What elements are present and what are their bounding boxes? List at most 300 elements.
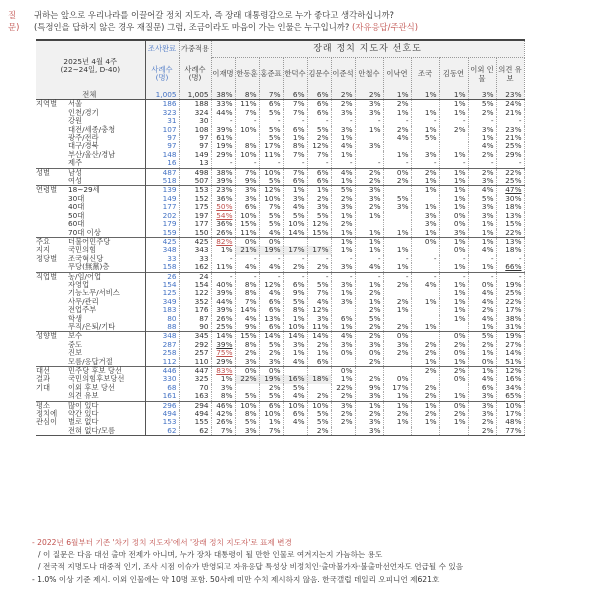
- survey-complete-header: 조사완료: [145, 40, 179, 58]
- value-cell: -: [307, 159, 331, 168]
- value-cell: 3%: [468, 91, 496, 100]
- value-cell: -: [307, 117, 331, 125]
- row-group: 기대: [36, 382, 51, 392]
- value-cell: -: [468, 255, 496, 263]
- value-cell: 10%: [283, 220, 307, 228]
- value-cell: 2%: [355, 358, 383, 367]
- weighted-cases: 1,005: [179, 91, 211, 100]
- value-cell: 0%: [383, 375, 411, 383]
- weighted-cases: 494: [179, 410, 211, 418]
- value-cell: 5%: [468, 195, 496, 203]
- value-cell: 2%: [307, 195, 331, 203]
- value-cell: 1%: [439, 109, 468, 117]
- value-cell: 2%: [331, 418, 355, 426]
- survey-cases: 125: [145, 289, 179, 297]
- value-cell: 1%: [355, 246, 383, 254]
- value-cell: 12%: [307, 142, 331, 150]
- value-cell: 4%: [259, 263, 283, 272]
- value-cell: 2%: [235, 349, 259, 357]
- value-cell: 1%: [331, 323, 355, 332]
- value-cell: 1%: [439, 168, 468, 177]
- value-cell: 2%: [355, 168, 383, 177]
- value-cell: 1%: [383, 246, 411, 254]
- value-cell: 2%: [307, 263, 331, 272]
- row-label: 자영업: [68, 281, 145, 289]
- value-cell: 4%: [331, 332, 355, 341]
- value-cell: 1%: [439, 298, 468, 306]
- value-cell: 2%: [383, 100, 411, 109]
- value-cell: 1%: [468, 323, 496, 332]
- value-cell: 40%: [211, 281, 235, 289]
- row-label: 전체: [36, 91, 145, 100]
- value-cell: 2%: [307, 427, 331, 436]
- value-cell: 3%: [283, 195, 307, 203]
- value-cell: 6%: [331, 315, 355, 323]
- survey-cases: 88: [145, 323, 179, 332]
- value-cell: 1%: [439, 418, 468, 426]
- value-cell: 24%: [496, 100, 524, 109]
- value-cell: 7%: [259, 427, 283, 436]
- value-cell: 51%: [496, 358, 524, 367]
- value-cell: 1%: [411, 126, 439, 134]
- value-cell: 2%: [355, 375, 383, 383]
- value-cell: 19%: [496, 332, 524, 341]
- value-cell: 10%: [283, 401, 307, 410]
- value-cell: 0%: [259, 367, 283, 376]
- value-cell: 4%: [331, 142, 355, 150]
- value-cell: 0%: [355, 349, 383, 357]
- value-cell: -: [355, 117, 383, 125]
- value-cell: 11%: [259, 151, 283, 159]
- value-cell: -: [211, 272, 235, 281]
- value-cell: 1%: [307, 186, 331, 195]
- row-label: 60대: [68, 220, 145, 228]
- survey-cases: 107: [145, 126, 179, 134]
- value-cell: 3%: [411, 151, 439, 159]
- value-cell: 8%: [235, 91, 259, 100]
- value-cell: 22%: [496, 229, 524, 238]
- value-cell: [411, 427, 439, 436]
- value-cell: 3%: [331, 341, 355, 349]
- weighted-cases: 150: [179, 229, 211, 238]
- row-label: 전업주부: [68, 306, 145, 314]
- value-cell: 9%: [355, 384, 383, 392]
- value-cell: 4%: [259, 229, 283, 238]
- value-cell: 2%: [468, 427, 496, 436]
- row-group: [36, 298, 68, 306]
- value-cell: 14%: [283, 332, 307, 341]
- value-cell: 4%: [383, 134, 411, 142]
- value-cell: 54%: [211, 212, 235, 220]
- value-cell: 5%: [259, 392, 283, 401]
- value-cell: 4%: [468, 246, 496, 254]
- value-cell: 2%: [355, 203, 383, 211]
- value-cell: 8%: [211, 392, 235, 401]
- weighted-cases: 97: [179, 142, 211, 150]
- weighted-cases: 13: [179, 159, 211, 168]
- value-cell: 2%: [411, 410, 439, 418]
- value-cell: 3%: [331, 126, 355, 134]
- value-cell: 1%: [411, 323, 439, 332]
- candidate-header: 한덕수: [283, 58, 307, 92]
- candidate-header: 조국: [411, 58, 439, 92]
- value-cell: 3%: [355, 109, 383, 117]
- value-cell: 9%: [235, 323, 259, 332]
- value-cell: 12%: [496, 367, 524, 376]
- table-row: [36, 392, 524, 401]
- value-cell: 4%: [468, 289, 496, 297]
- weighted-cases: 292: [179, 341, 211, 349]
- table-body: [36, 91, 524, 436]
- value-cell: 5%: [411, 134, 439, 142]
- value-cell: 7%: [259, 203, 283, 211]
- value-cell: 29%: [211, 358, 235, 367]
- value-cell: -: [383, 272, 411, 281]
- value-cell: 1%: [468, 237, 496, 246]
- value-cell: 10%: [307, 401, 331, 410]
- value-cell: 1%: [439, 151, 468, 159]
- value-cell: 5%: [283, 212, 307, 220]
- value-cell: 1%: [411, 229, 439, 238]
- value-cell: 4%: [355, 263, 383, 272]
- value-cell: 6%: [307, 358, 331, 367]
- value-cell: 1%: [411, 358, 439, 367]
- value-cell: 4%: [411, 281, 439, 289]
- row-label: 여성: [68, 177, 145, 186]
- value-cell: 22%: [235, 375, 259, 383]
- row-group: [36, 134, 68, 142]
- value-cell: 0%: [439, 332, 468, 341]
- value-cell: 2%: [355, 332, 383, 341]
- value-cell: 5%: [259, 134, 283, 142]
- candidate-header: 홍준표: [259, 58, 283, 92]
- value-cell: 29%: [496, 151, 524, 159]
- value-cell: 7%: [283, 100, 307, 109]
- weighted-cases: 257: [179, 349, 211, 357]
- value-cell: 1%: [439, 306, 468, 314]
- value-cell: -: [411, 117, 439, 125]
- value-cell: 6%: [283, 410, 307, 418]
- survey-cases: 16: [145, 159, 179, 168]
- value-cell: 5%: [307, 212, 331, 220]
- value-cell: 1%: [439, 203, 468, 211]
- value-cell: 6%: [283, 281, 307, 289]
- value-cell: 3%: [468, 177, 496, 186]
- row-group: 성향별: [36, 332, 68, 341]
- value-cell: 3%: [307, 203, 331, 211]
- value-cell: -: [259, 159, 283, 168]
- value-cell: 0%: [439, 212, 468, 220]
- row-label: 무당(無黨)층: [68, 263, 145, 272]
- survey-cases: 26: [145, 272, 179, 281]
- value-cell: 7%: [235, 298, 259, 306]
- survey-cases: 258: [145, 349, 179, 357]
- value-cell: 2%: [307, 341, 331, 349]
- value-cell: 5%: [283, 298, 307, 306]
- value-cell: 39%: [211, 289, 235, 297]
- survey-cases: 112: [145, 358, 179, 367]
- weighted-cases: 155: [179, 418, 211, 426]
- value-cell: 1%: [439, 392, 468, 401]
- value-cell: -: [211, 117, 235, 125]
- value-cell: 36%: [211, 195, 235, 203]
- value-cell: 23%: [211, 186, 235, 195]
- weighted-cases: 122: [179, 289, 211, 297]
- survey-cases: 518: [145, 177, 179, 186]
- row-label: 농/임/어업: [68, 272, 145, 281]
- value-cell: 2%: [355, 323, 383, 332]
- value-cell: 3%: [383, 203, 411, 211]
- table-row: [36, 159, 524, 168]
- row-group: 정당별: [36, 253, 58, 263]
- row-group: 대선: [36, 367, 68, 376]
- weighted-cases: 153: [179, 186, 211, 195]
- value-cell: 2%: [259, 384, 283, 392]
- value-cell: 13%: [496, 212, 524, 220]
- value-cell: 18%: [496, 246, 524, 254]
- row-group: 지지: [36, 245, 51, 255]
- value-cell: 2%: [307, 134, 331, 142]
- value-cell: 3%: [283, 341, 307, 349]
- value-cell: -: [283, 159, 307, 168]
- row-label: 인천/경기: [68, 109, 145, 117]
- value-cell: -: [211, 159, 235, 168]
- value-cell: 26%: [211, 315, 235, 323]
- value-cell: 2%: [439, 367, 468, 376]
- value-cell: 2%: [468, 341, 496, 349]
- value-cell: 3%: [468, 203, 496, 211]
- survey-cases: 348: [145, 246, 179, 254]
- row-label: 이외 후보 당선: [68, 384, 145, 392]
- value-cell: 2%: [383, 298, 411, 306]
- weighted-cases: 97: [179, 134, 211, 142]
- row-label: 보수: [68, 332, 145, 341]
- value-cell: -: [439, 255, 468, 263]
- value-cell: -: [259, 255, 283, 263]
- value-cell: 0%: [331, 349, 355, 357]
- value-cell: 2%: [383, 410, 411, 418]
- value-cell: 2%: [468, 168, 496, 177]
- value-cell: 4%: [468, 298, 496, 306]
- value-cell: 1%: [331, 177, 355, 186]
- question-line-2-text: (특정인을 답하지 않은 경우 재질문) 그럼, 조금이라도 마음이 가는 인물은 누구입니까?: [34, 22, 350, 32]
- survey-cases: 296: [145, 401, 179, 410]
- row-label: 18~29세: [68, 186, 145, 195]
- value-cell: 2%: [283, 263, 307, 272]
- value-cell: 6%: [283, 91, 307, 100]
- value-cell: 12%: [259, 281, 283, 289]
- value-cell: -: [439, 159, 468, 168]
- survey-cases: 153: [145, 418, 179, 426]
- value-cell: 1%: [411, 203, 439, 211]
- row-group: [36, 289, 68, 297]
- value-cell: 42%: [211, 410, 235, 418]
- value-cell: 1%: [439, 281, 468, 289]
- value-cell: 3%: [307, 315, 331, 323]
- value-cell: 2%: [355, 289, 383, 297]
- value-cell: 26%: [211, 418, 235, 426]
- value-cell: 1%: [283, 315, 307, 323]
- table-row: [36, 263, 524, 272]
- survey-cases: 139: [145, 186, 179, 195]
- value-cell: 44%: [211, 298, 235, 306]
- value-cell: 1%: [468, 220, 496, 228]
- value-cell: 39%: [211, 306, 235, 314]
- leader-preference-table: [36, 39, 525, 436]
- value-cell: 21%: [496, 109, 524, 117]
- weighted-cases: 24: [179, 272, 211, 281]
- weighted-cases: 498: [179, 168, 211, 177]
- row-label: 전혀 없다/모름: [68, 427, 145, 436]
- value-cell: -: [235, 255, 259, 263]
- row-group: [36, 212, 68, 220]
- value-cell: 2%: [355, 410, 383, 418]
- value-cell: 1%: [355, 281, 383, 289]
- weighted-cases: 110: [179, 358, 211, 367]
- value-cell: 0%: [439, 349, 468, 357]
- candidate-header: 김문수: [307, 58, 331, 92]
- value-cell: 8%: [235, 289, 259, 297]
- value-cell: 1%: [283, 134, 307, 142]
- value-cell: 1%: [355, 237, 383, 246]
- weighted-cases: 70: [179, 384, 211, 392]
- value-cell: 4%: [235, 263, 259, 272]
- value-cell: -: [411, 255, 439, 263]
- survey-cases: 348: [145, 332, 179, 341]
- value-cell: 1%: [283, 186, 307, 195]
- row-label: 조국혁신당: [68, 255, 145, 263]
- value-cell: 29%: [211, 151, 235, 159]
- survey-cases: 97: [145, 142, 179, 150]
- weighted-cases: 352: [179, 298, 211, 306]
- value-cell: -: [355, 255, 383, 263]
- survey-cases: 349: [145, 298, 179, 306]
- value-cell: 13%: [259, 315, 283, 323]
- value-cell: -: [283, 117, 307, 125]
- value-cell: -: [211, 255, 235, 263]
- value-cell: 19%: [259, 246, 283, 254]
- candidate-header: 이준석: [331, 58, 355, 92]
- value-cell: 11%: [307, 323, 331, 332]
- value-cell: 3%: [355, 427, 383, 436]
- footnotes: [32, 537, 463, 586]
- value-cell: [411, 263, 439, 272]
- value-cell: 6%: [307, 109, 331, 117]
- row-group: [36, 159, 68, 168]
- value-cell: 6%: [307, 100, 331, 109]
- value-cell: 22%: [496, 298, 524, 306]
- survey-cases: 186: [145, 100, 179, 109]
- value-cell: 4%: [235, 315, 259, 323]
- value-cell: 0%: [235, 237, 259, 246]
- value-cell: 3%: [235, 195, 259, 203]
- value-cell: 2%: [355, 177, 383, 186]
- question-line-1: 귀하는 앞으로 우리나라를 이끌어갈 정치 지도자, 즉 장래 대통령감으로 누가 좋다고 생각하십니까?: [34, 10, 394, 20]
- value-cell: 1%: [411, 109, 439, 117]
- value-cell: 17%: [496, 410, 524, 418]
- value-cell: 1%: [355, 126, 383, 134]
- row-group: [36, 126, 68, 134]
- weighted-cases: 294: [179, 401, 211, 410]
- weighted-cases: 345: [179, 332, 211, 341]
- value-cell: 18%: [307, 375, 331, 383]
- value-cell: 2%: [331, 220, 355, 228]
- value-cell: 1%: [355, 229, 383, 238]
- value-cell: 4%: [283, 392, 307, 401]
- period: 2025년 4월 4주: [63, 56, 118, 66]
- value-cell: 1%: [411, 418, 439, 426]
- row-group: 정치에: [36, 409, 58, 419]
- value-cell: -: [331, 272, 355, 281]
- candidate-header: 안철수: [355, 58, 383, 92]
- value-cell: 7%: [283, 109, 307, 117]
- value-cell: 14%: [235, 306, 259, 314]
- value-cell: 1%: [468, 229, 496, 238]
- weighted-cases: 162: [179, 263, 211, 272]
- value-cell: 9%: [283, 289, 307, 297]
- candidate-header: 이외 인물: [468, 58, 496, 92]
- value-cell: 3%: [468, 126, 496, 134]
- value-cell: 3%: [355, 186, 383, 195]
- value-cell: 2%: [468, 306, 496, 314]
- value-cell: 5%: [259, 109, 283, 117]
- value-cell: 7%: [235, 168, 259, 177]
- value-cell: 1%: [331, 246, 355, 254]
- value-cell: 6%: [259, 100, 283, 109]
- weighted-cases: 62: [179, 427, 211, 436]
- row-label: 많이 있다: [68, 401, 145, 410]
- value-cell: 1%: [383, 229, 411, 238]
- row-label: 국민의힘: [68, 246, 145, 254]
- value-cell: 5%: [307, 410, 331, 418]
- value-cell: 30%: [496, 195, 524, 203]
- value-cell: 1%: [411, 186, 439, 195]
- value-cell: 44%: [211, 109, 235, 117]
- value-cell: 1%: [439, 100, 468, 109]
- row-label: 40대: [68, 203, 145, 211]
- row-label: 기능노무/서비스: [68, 289, 145, 297]
- value-cell: 6%: [259, 306, 283, 314]
- row-label: 제주: [68, 159, 145, 168]
- value-cell: 61%: [211, 134, 235, 142]
- value-cell: 2%: [439, 126, 468, 134]
- value-cell: 6%: [259, 323, 283, 332]
- weighted-cases: 154: [179, 281, 211, 289]
- value-cell: 0%: [235, 367, 259, 376]
- value-cell: [383, 358, 411, 367]
- candidate-header: 한동훈: [235, 58, 259, 92]
- row-group: 관심이: [36, 417, 58, 427]
- survey-cases: 31: [145, 117, 179, 125]
- row-label: 의견 유보: [68, 392, 145, 401]
- value-cell: -: [235, 272, 259, 281]
- value-cell: 25%: [496, 177, 524, 186]
- value-cell: 3%: [331, 281, 355, 289]
- value-cell: 3%: [468, 401, 496, 410]
- value-cell: 2%: [383, 281, 411, 289]
- value-cell: 2%: [259, 349, 283, 357]
- value-cell: 21%: [235, 246, 259, 254]
- value-cell: 1%: [439, 315, 468, 323]
- value-cell: -: [307, 255, 331, 263]
- value-cell: -: [411, 272, 439, 281]
- candidate-header: 이재명: [211, 58, 235, 92]
- value-cell: -: [496, 117, 524, 125]
- weighted-cases: 177: [179, 220, 211, 228]
- value-cell: 13%: [496, 237, 524, 246]
- value-cell: 3%: [468, 392, 496, 401]
- value-cell: 38%: [211, 91, 235, 100]
